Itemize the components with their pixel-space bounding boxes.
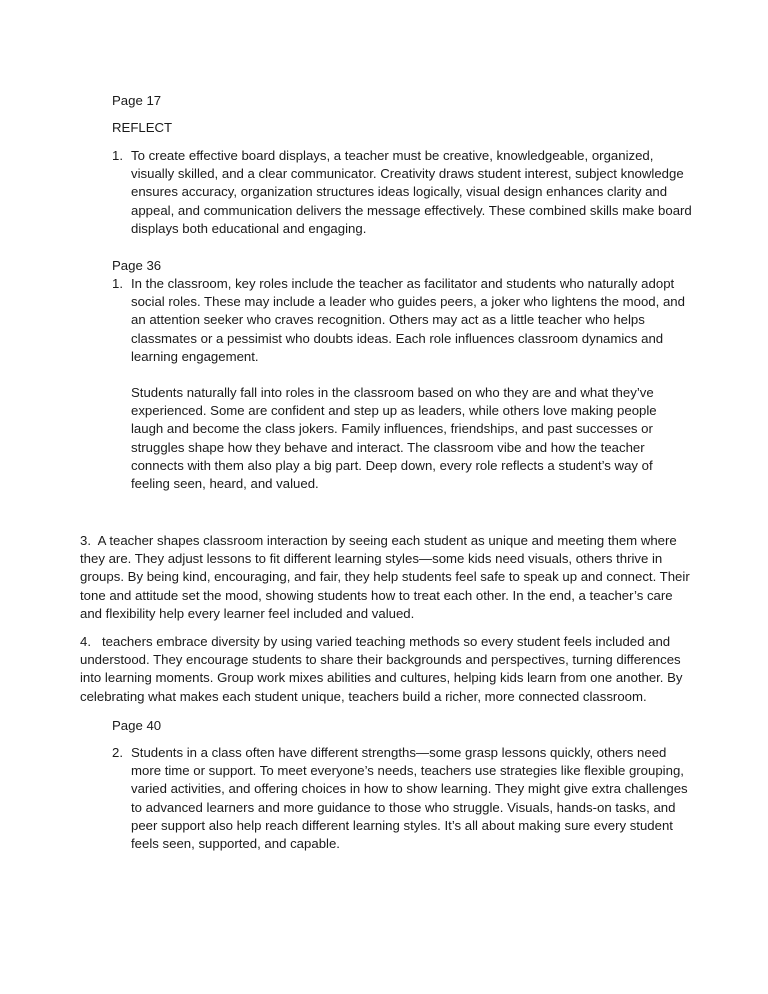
answer-paragraph-followup: Students naturally fall into roles in the classroom based on who they are and what they’ve experienced. Some are confident and step up as leaders, while others love making people laugh and become the class jokers. Family influences, friendships, and past successes or struggles shape how they behave and interact. The classroom vibe and how the teacher connects with them also play a big part. Deep down, every role reflects a student’s way of feeling seen, heard, and valued.	[131, 385, 657, 492]
page-label-36: Page 36	[112, 258, 162, 273]
answer-paragraph: A teacher shapes classroom interaction by seeing each student as unique and meeting them where they are. They adjust lessons to fit different learning styles—some kids need visuals, others thrive in groups. By being kind, encouraging, and fair, they help students feel safe to speak up and connect. Their tone and attitude set the mood, showing students how to treat each other. In the end, a teacher’s care and flexibility help every learner feel included and valued.	[80, 533, 690, 621]
list-item-p36-3	[80, 532, 692, 623]
answer-paragraph: In the classroom, key roles include the teacher as facilitator and students who naturally adopt social roles. These may include a leader who guides peers, a joker who lightens the mood, and an attention seeker who craves recognition. Others may act as a little teacher who helps classmates or a pessimist who doubts ideas. Each role influences classroom dynamics and learning engagement.	[131, 276, 685, 364]
answer-paragraph: Students in a class often have different strengths—some grasp lessons quickly, others need more time or support. To meet everyone’s needs, teachers use strategies like flexible grouping, varied activities, and offering choices in how to show learning. They might give extra challenges to advanced learners and more guidance to those who struggle. Visuals, hands-on tasks, and peer support also help reach different learning styles. It’s all about making sure every student feels seen, supported, and capable.	[131, 745, 688, 852]
answer-paragraph: To create effective board displays, a teacher must be creative, knowledgeable, organized, visually skilled, and a clear communicator. Creativity draws student interest, subject knowledge ensures accuracy, organization structures ideas logically, visual design enhances clarity and appeal, and communication delivers the message effectively. These combined skills make board displays both educational and engaging.	[131, 148, 692, 236]
page-label-17: Page 17	[112, 93, 162, 108]
list-number: 1.	[112, 276, 123, 291]
list-item-p17-1	[112, 147, 692, 238]
list-number: 2.	[112, 745, 123, 760]
answer-paragraph: teachers embrace diversity by using varied teaching methods so every student feels included and understood. They encourage students to share their backgrounds and perspectives, turning differences into learning moments. Group work mixes abilities and cultures, helping kids learn from one another. By celebrating what makes each student unique, teachers build a richer, more connected classroom.	[80, 634, 683, 704]
list-item-p36-4	[80, 633, 692, 706]
list-number: 1.	[112, 148, 123, 163]
section-heading-reflect: REFLECT	[112, 120, 173, 135]
list-item-p36-1	[112, 275, 692, 493]
list-number: 4.	[80, 634, 91, 649]
page-label-40: Page 40	[112, 718, 162, 733]
list-number: 3.	[80, 533, 91, 548]
list-item-p40-2	[112, 744, 692, 853]
